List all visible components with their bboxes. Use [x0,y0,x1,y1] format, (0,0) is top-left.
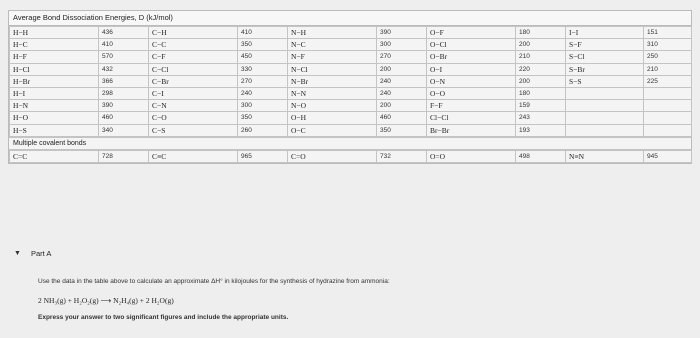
bond-cell: C=C [10,150,99,162]
bond-cell: O−F [427,27,516,39]
bond-energy-table [8,10,692,164]
energy-cell: 210 [516,51,566,63]
energy-cell: 220 [516,63,566,75]
table-row [10,39,692,51]
energy-cell: 732 [377,150,427,162]
energy-cell [644,124,692,136]
bond-cell: O−I [427,63,516,75]
energy-cell: 410 [238,27,288,39]
energy-cell: 340 [99,124,149,136]
caret-down-icon[interactable]: ▼ [14,250,21,257]
energy-cell: 460 [99,112,149,124]
multiple-bond-table [9,150,692,163]
table-row [10,100,692,112]
bond-cell [566,124,644,136]
energy-cell: 240 [377,75,427,87]
bond-cell: N−C [288,39,377,51]
bond-cell: C−Cl [149,63,238,75]
energy-cell: 270 [238,75,288,87]
bond-cell: N−F [288,51,377,63]
energy-cell [644,100,692,112]
energy-cell: 432 [99,63,149,75]
reaction-equation: 2 NH₃(g) + H₂O₂(g) ⟶ N₂H₄(g) + 2 H₂O(g) [38,296,174,305]
energy-cell: 945 [644,150,692,162]
bond-cell: O−C [288,124,377,136]
energy-cell [644,87,692,99]
energy-cell: 390 [99,100,149,112]
bond-cell: C−S [149,124,238,136]
energy-cell: 300 [238,100,288,112]
bond-cell: C−I [149,87,238,99]
bond-cell: O−N [427,75,516,87]
bond-cell: C−H [149,27,238,39]
energy-cell: 330 [238,63,288,75]
bond-cell: N−Cl [288,63,377,75]
bond-cell [566,100,644,112]
energy-cell: 728 [99,150,149,162]
bond-cell: H−N [10,100,99,112]
bond-cell: O−Br [427,51,516,63]
bond-cell: N−O [288,100,377,112]
energy-cell: 310 [644,39,692,51]
energy-cell: 200 [516,75,566,87]
energy-cell: 250 [644,51,692,63]
table-row [10,150,692,162]
bond-cell: C−O [149,112,238,124]
answer-instruction: Express your answer to two significant figures and include the appropriate units. [38,314,289,321]
energy-cell: 965 [238,150,288,162]
energy-cell: 180 [516,27,566,39]
energy-cell: 200 [377,63,427,75]
question-text: Use the data in the table above to calculate an approximate ΔH° in kilojoules for the synthesis of hydrazine from ammonia: [38,278,390,285]
table-row [10,87,692,99]
bond-cell: O=O [427,150,516,162]
bond-cell: N≡N [566,150,644,162]
bond-cell [566,87,644,99]
part-a-header[interactable] [14,249,51,258]
energy-cell: 200 [377,100,427,112]
bond-cell: C−N [149,100,238,112]
energy-cell: 180 [516,87,566,99]
bond-cell: H−F [10,51,99,63]
energy-cell: 366 [99,75,149,87]
bond-cell: S−S [566,75,644,87]
energy-cell: 298 [99,87,149,99]
energy-cell: 243 [516,112,566,124]
energy-cell: 410 [99,39,149,51]
multiple-bonds-label: Multiple covalent bonds [9,137,691,150]
energy-cell: 570 [99,51,149,63]
energy-cell: 240 [238,87,288,99]
energy-cell: 240 [377,87,427,99]
bond-cell: H−C [10,39,99,51]
part-label: Part A [30,249,52,258]
energy-cell: 460 [377,112,427,124]
bond-cell: S−Cl [566,51,644,63]
bond-cell: Br−Br [427,124,516,136]
energy-cell: 390 [377,27,427,39]
energy-cell: 260 [238,124,288,136]
bond-cell: C−Br [149,75,238,87]
table-title: Average Bond Dissociation Energies, D (kJ/mol) [9,11,691,26]
bond-cell: Cl−Cl [427,112,516,124]
energy-cell: 159 [516,100,566,112]
bond-cell: H−I [10,87,99,99]
table-row [10,75,692,87]
energy-cell: 151 [644,27,692,39]
bond-cell: I−I [566,27,644,39]
bond-cell: O−O [427,87,516,99]
energy-cell: 350 [238,39,288,51]
energy-cell [644,112,692,124]
bond-cell [566,112,644,124]
energy-cell: 498 [516,150,566,162]
bond-cell: O−H [288,112,377,124]
bond-cell: C≡C [149,150,238,162]
bond-cell: F−F [427,100,516,112]
bond-cell: H−H [10,27,99,39]
energy-cell: 193 [516,124,566,136]
energy-cell: 225 [644,75,692,87]
bond-cell: H−O [10,112,99,124]
energy-cell: 450 [238,51,288,63]
energy-cell: 350 [377,124,427,136]
table-row [10,51,692,63]
energy-cell: 436 [99,27,149,39]
energy-cell: 270 [377,51,427,63]
energy-cell: 210 [644,63,692,75]
energy-cell: 300 [377,39,427,51]
bond-cell: C−C [149,39,238,51]
bond-cell: H−S [10,124,99,136]
bond-cell: S−F [566,39,644,51]
bond-cell: N−H [288,27,377,39]
bond-cell: S−Br [566,63,644,75]
table-row [10,63,692,75]
bond-cell: H−Cl [10,63,99,75]
bond-cell: N−N [288,87,377,99]
bond-cell: H−Br [10,75,99,87]
bond-cell: C=O [288,150,377,162]
single-bond-table [9,26,692,137]
table-row [10,27,692,39]
energy-cell: 200 [516,39,566,51]
table-row [10,112,692,124]
bond-cell: O−Cl [427,39,516,51]
energy-cell: 350 [238,112,288,124]
table-row [10,124,692,136]
bond-cell: C−F [149,51,238,63]
bond-cell: N−Br [288,75,377,87]
